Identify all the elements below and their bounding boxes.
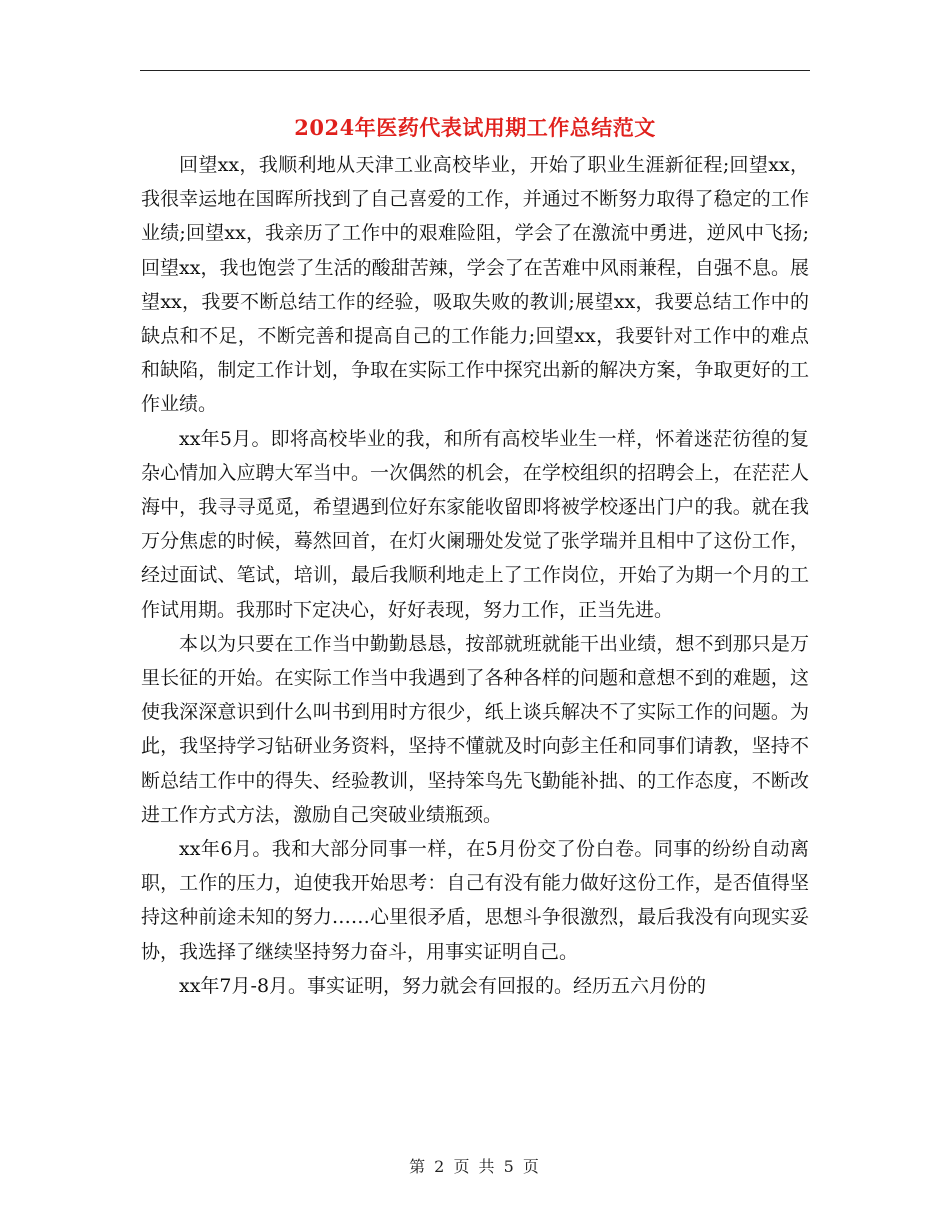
header-rule (140, 70, 810, 71)
page-number: 第 2 页 共 5 页 (409, 1157, 541, 1176)
paragraph: 本以为只要在工作当中勤勤恳恳，按部就班就能干出业绩，想不到那只是万里长征的开始。在实际工作当中我遇到了各种各样的问题和意想不到的难题，这使我深深意识到什么叫书到用时方很少，纸上谈兵解决不了实际工作的问题。为此，我坚持学习钻研业务资料，坚持不懂就及时向彭主任和同事们请教，坚持不断总结工作中的得失、经验教训，坚持笨鸟先飞勤能补拙、的工作态度，不断改进工作方式方法，激励自己突破业绩瓶颈。 (141, 632, 809, 826)
paragraph: xx年6月。我和大部分同事一样，在5月份交了份白卷。同事的纷纷自动离职，工作的压力，迫使我开始思考：自己有没有能力做好这份工作，是否值得坚持这种前途未知的努力……心里很矛盾，思想斗争很激烈，最后我没有向现实妥协，我选择了继续坚持努力奋斗，用事实证明自己。 (141, 838, 809, 963)
paragraph: xx年5月。即将高校毕业的我，和所有高校毕业生一样，怀着迷茫彷徨的复杂心情加入应聘大军当中。一次偶然的机会，在学校组织的招聘会上，在茫茫人海中，我寻寻觅觅，希望遇到位好东家能收留即将被学校逐出门户的我。就在我万分焦虑的时候，蓦然回首，在灯火阑珊处发觉了张学瑞并且相中了这份工作，经过面试、笔试，培训，最后我顺利地走上了工作岗位，开始了为期一个月的工作试用期。我那时下定决心，好好表现，努力工作，正当先进。 (141, 427, 809, 621)
paragraph: 回望xx，我顺利地从天津工业高校毕业，开始了职业生涯新征程;回望xx，我很幸运地在国晖所找到了自己喜爱的工作，并通过不断努力取得了稳定的工作业绩;回望xx，我亲历了工作中的艰难险阻，学会了在激流中勇进，逆风中飞扬;回望xx，我也饱尝了生活的酸甜苦辣，学会了在苦难中风雨兼程，自强不息。展望xx，我要不断总结工作的经验，吸取失败的教训;展望xx，我要总结工作中的缺点和不足，不断完善和提高自己的工作能力;回望xx，我要针对工作中的难点和缺陷，制定工作计划，争取在实际工作中探究出新的解决方案，争取更好的工作业绩。 (141, 154, 809, 416)
document-title: 2024年医药代表试用期工作总结范文 (294, 115, 656, 140)
paragraph: xx年7月-8月。事实证明，努力就会有回报的。经历五六月份的 (179, 974, 707, 997)
document-body (141, 148, 809, 1003)
